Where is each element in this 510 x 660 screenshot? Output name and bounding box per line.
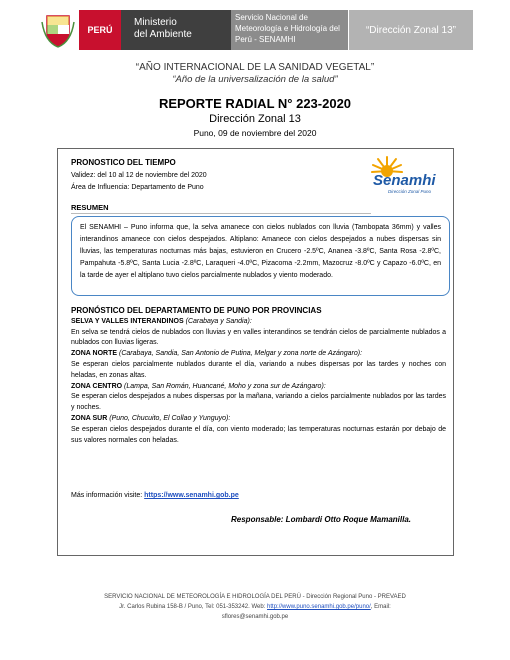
centro-places: (Lampa, San Román, Huancané, Moho y zona sur de Azángaro): xyxy=(124,382,326,390)
centro-label: ZONA CENTRO xyxy=(71,382,123,390)
responsible-signature: Responsable: Lombardi Otto Roque Mamanilla. xyxy=(231,515,412,524)
peru-label: PERÚ xyxy=(79,10,121,50)
summary-box xyxy=(71,216,450,296)
logo-wordmark: Senamhi xyxy=(373,172,436,189)
senamhi-website-link[interactable]: https://www.senamhi.gob.pe xyxy=(144,492,239,499)
norte-text: Se esperan cielos parcialmente nublados durante el día, variando a nubes dispersas por las tardes y noches con heladas, en zonas altas. xyxy=(71,360,446,379)
sur-heading xyxy=(71,414,446,425)
centro-text: Se esperan cielos despejados a nubes dispersas por la mañana, variando a cielos parcialmente nublados por las tardes y noches. xyxy=(71,393,446,412)
footer-email-label: , Email: xyxy=(370,604,391,610)
report-body-box xyxy=(57,148,454,556)
more-info xyxy=(71,492,239,499)
report-title: REPORTE RADIAL N° 223-2020 xyxy=(158,96,352,111)
senamhi-line-2: Meteorología e Hidrología del xyxy=(235,24,340,33)
sur-label: ZONA SUR xyxy=(71,414,108,422)
senamhi-line-1: Servicio Nacional de xyxy=(235,13,308,22)
selva-label: SELVA Y VALLES INTERANDINOS xyxy=(71,317,184,325)
summary-divider xyxy=(71,213,371,214)
footer-line-2 xyxy=(0,602,510,612)
year-name: “AÑO INTERNACIONAL DE LA SANIDAD VEGETAL” xyxy=(135,62,375,73)
senamhi-logo xyxy=(358,155,438,195)
forecast-title: PRONOSTICO DEL TIEMPO xyxy=(71,158,176,167)
institutional-header xyxy=(37,10,473,50)
peru-coat-of-arms-icon xyxy=(37,10,79,50)
selva-heading xyxy=(71,317,446,328)
footer-email: sflores@senamhi.gob.pe xyxy=(221,614,289,620)
sur-places: (Puno, Chucuito, El Collao y Yunguyo): xyxy=(109,414,231,422)
province-forecast xyxy=(71,306,446,446)
selva-places: (Carabaya y Sandia): xyxy=(185,317,252,325)
norte-label: ZONA NORTE xyxy=(71,350,118,358)
page-footer xyxy=(0,592,510,622)
norte-heading xyxy=(71,349,446,360)
selva-text: En selva se tendrá cielos de nublados con lluvias y en valles interandinos se tendrán cielos de parcialmente nublados a nublados con lluvias ligeras. xyxy=(71,328,446,347)
forecast-validity: Validez: del 10 al 12 de noviembre del 2020 xyxy=(71,172,207,179)
senamhi-line-3: Perú - SENAMHI xyxy=(235,35,296,44)
forecast-area: Área de Influencia: Departamento de Puno xyxy=(71,184,204,191)
footer-web-link[interactable]: http://www.puno.senamhi.gob.pe/puno/ xyxy=(267,604,371,610)
sur-text: Se esperan cielos despejados durante el día, con viento moderado; las temperaturas nocturnas estarán por debajo de sus valores normales con heladas. xyxy=(71,425,446,444)
ministry-line-2: del Ambiente xyxy=(134,29,192,40)
footer-line-1: SERVICIO NACIONAL DE METEOROLOGÍA E HIDROLOGÍA DEL PERÚ - Dirección Regional Puno - PREVAED xyxy=(104,594,406,600)
summary-title: RESUMEN xyxy=(71,203,109,212)
more-info-label: Más información visite: xyxy=(71,492,143,499)
norte-places: (Carabaya, Sandia, San Antonio de Putina, Melgar y zona norte de Azángaro): xyxy=(118,350,363,358)
centro-heading xyxy=(71,382,446,393)
zone-label: “Dirección Zonal 13” xyxy=(348,10,473,50)
ministry-label xyxy=(121,10,231,50)
footer-address: Jr. Carlos Rubina 158-B / Puno, Tel: 051-353242. Web: xyxy=(119,604,266,610)
report-date: Puno, 09 de noviembre del 2020 xyxy=(193,128,317,138)
year-motto: “Año de la universalización de la salud” xyxy=(172,74,338,85)
report-direction: Dirección Zonal 13 xyxy=(209,113,301,125)
senamhi-label xyxy=(231,10,348,50)
ministry-line-1: Ministerio xyxy=(134,17,177,28)
logo-subtitle: Dirección Zonal Puno xyxy=(388,189,432,194)
province-title: PRONÓSTICO DEL DEPARTAMENTO DE PUNO POR PROVINCIAS xyxy=(71,306,322,315)
summary-text: El SENAMHI – Puno informa que, la selva amanece con cielos nublados con lluvia (Tambopata 36mm) y valles interandinos amanece con cielos despejados. Altiplano: Amanece con cielos despejados a nubes dispersas sin lluvias, las temperaturas nocturnas más bajas, estuvieron en Crucero -2.5ºC, Ananea -3.8ºC, Santa Rosa -2.8ºC, Pampahuta -5.8ºC, Santa Lucia -2.8ºC, Laraqueri -4.0ºC, Pizacoma -2.2mm, Mazocruz -8.0ºC y Capazo -6.0ºC, en la tarde de ayer el altiplano tuvo cielos parcialmente nublados y viento moderado. xyxy=(80,224,441,279)
